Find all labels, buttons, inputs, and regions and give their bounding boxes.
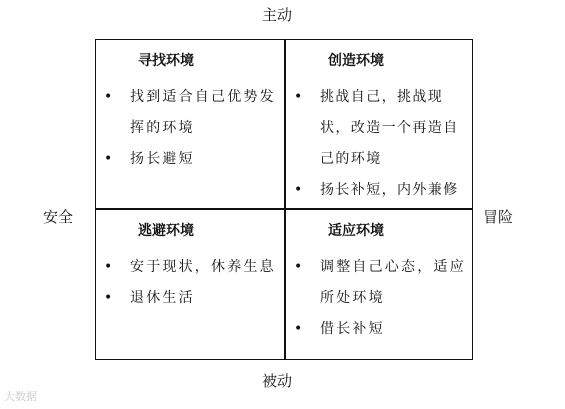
bullet-icon: • xyxy=(294,259,303,275)
axis-label-left: 安全 xyxy=(43,208,74,226)
list-item-text: 安于现状，休养生息 xyxy=(130,259,276,275)
watermark: 大数据 xyxy=(4,390,37,403)
quadrant-grid xyxy=(95,39,473,360)
axis-label-top: 主动 xyxy=(262,6,293,24)
list-item xyxy=(104,283,276,314)
list-item-text: 挑战自己，挑战现状，改造一个再造自己的环境 xyxy=(320,89,459,167)
quadrant-item-list xyxy=(104,252,276,314)
axis-label-right: 冒险 xyxy=(483,208,514,226)
list-item xyxy=(104,252,276,283)
list-item-text: 找到适合自己优势发挥的环境 xyxy=(130,89,276,136)
quadrant-item-list xyxy=(294,252,466,345)
bullet-icon: • xyxy=(104,89,113,105)
bullet-icon: • xyxy=(104,290,113,306)
list-item xyxy=(104,82,276,144)
list-item-text: 退休生活 xyxy=(130,290,195,306)
list-item xyxy=(294,82,466,175)
quadrant-item-list xyxy=(294,82,466,206)
bullet-icon: • xyxy=(294,89,303,105)
list-item-text: 调整自己心态，适应所处环境 xyxy=(320,259,466,306)
bullet-icon: • xyxy=(294,321,303,337)
quadrant-item-list xyxy=(104,82,276,175)
axis-label-bottom: 被动 xyxy=(262,372,293,390)
quadrant-title: 寻找环境 xyxy=(138,53,194,69)
list-item xyxy=(294,175,466,206)
list-item-text: 借长补短 xyxy=(320,321,385,337)
quadrant-title: 创造环境 xyxy=(328,53,384,69)
list-item-text: 扬长避短 xyxy=(130,151,195,167)
vertical-divider xyxy=(284,40,286,359)
bullet-icon: • xyxy=(104,151,113,167)
horizontal-divider xyxy=(96,208,472,210)
list-item xyxy=(294,252,466,314)
bullet-icon: • xyxy=(294,182,303,198)
list-item xyxy=(294,314,466,345)
list-item xyxy=(104,144,276,175)
quadrant-title: 适应环境 xyxy=(328,223,384,239)
quadrant-title: 逃避环境 xyxy=(138,223,194,239)
bullet-icon: • xyxy=(104,259,113,275)
list-item-text: 扬长补短，内外兼修 xyxy=(320,182,459,198)
